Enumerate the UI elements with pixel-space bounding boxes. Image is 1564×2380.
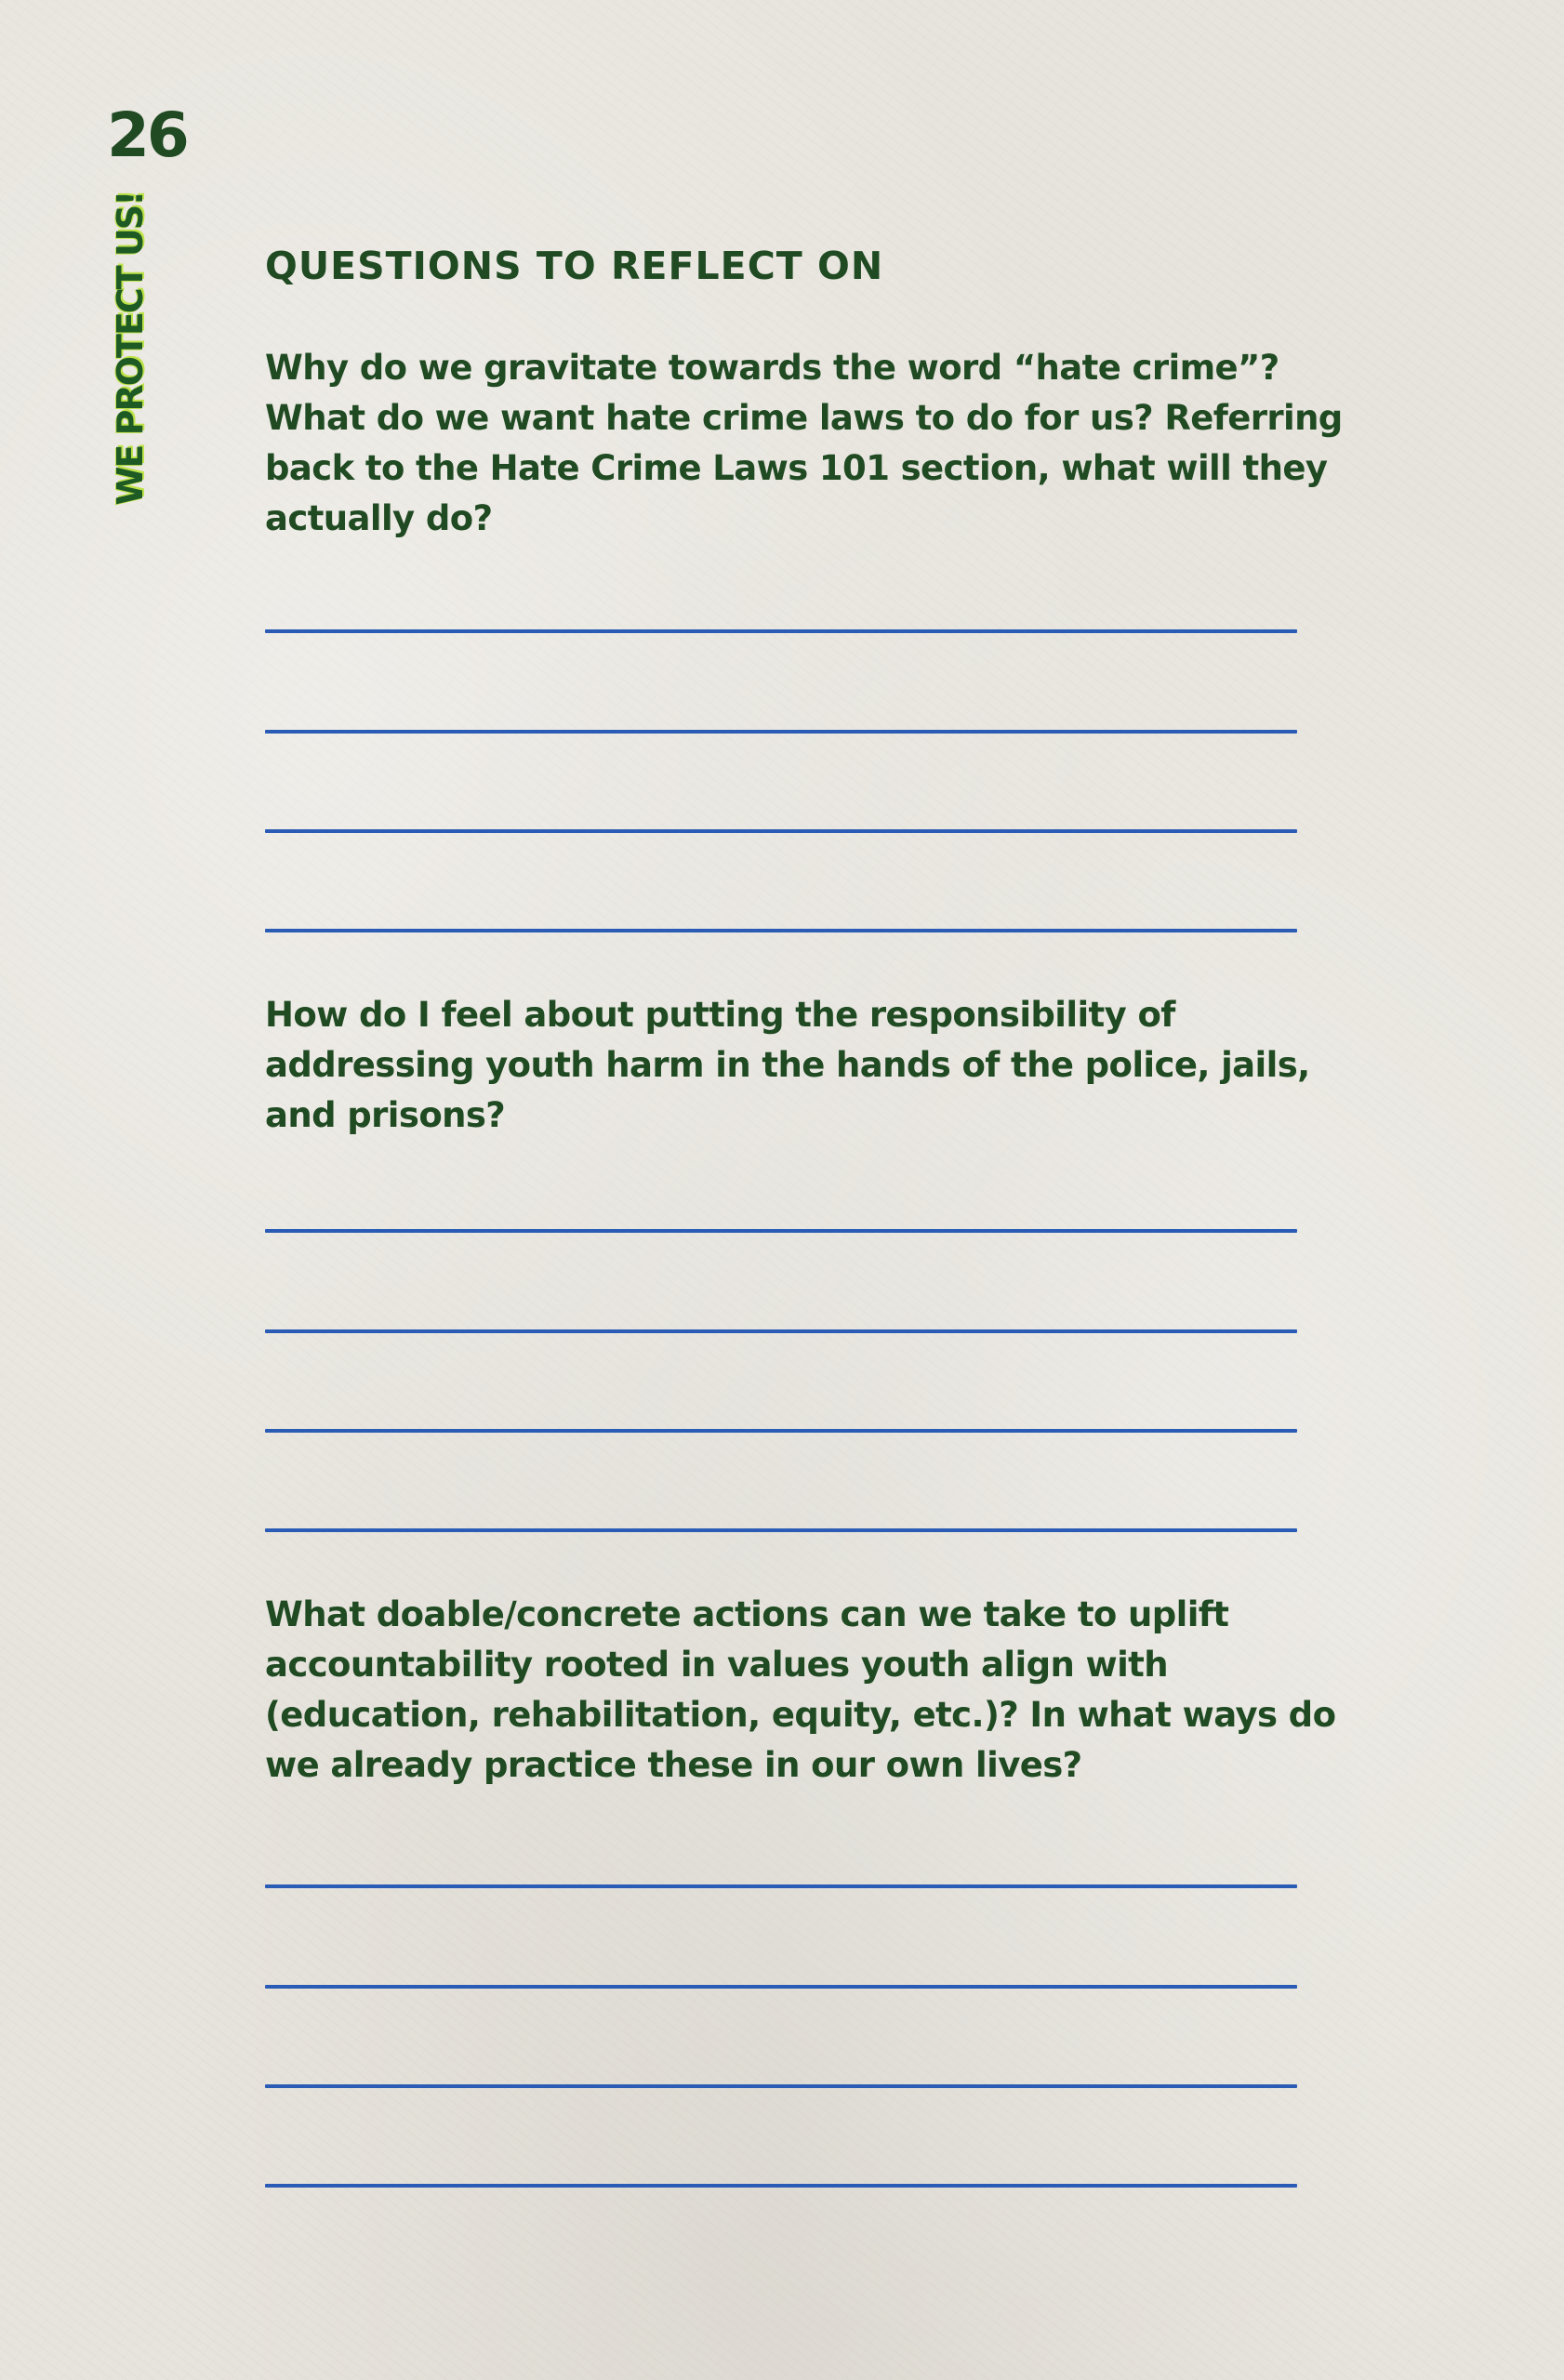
question-1-line: actually do? [265, 498, 493, 538]
answer-line-2-3[interactable] [265, 1429, 1297, 1433]
answer-line-3-2[interactable] [265, 1985, 1297, 1989]
section-heading: QUESTIONS TO REFLECT ON [265, 244, 884, 288]
question-3-line: What doable/concrete actions can we take to uplift [265, 1594, 1229, 1634]
question-1-line: What do we want hate crime laws to do for us? Referring [265, 398, 1343, 438]
question-1-line: Why do we gravitate towards the word “hate crime”? [265, 348, 1279, 388]
answer-line-3-4[interactable] [265, 2184, 1297, 2188]
answer-line-3-3[interactable] [265, 2084, 1297, 2088]
question-2-line: How do I feel about putting the responsibility of [265, 995, 1175, 1035]
question-2-line: and prisons? [265, 1095, 506, 1135]
answer-line-3-1[interactable] [265, 1884, 1297, 1888]
answer-line-2-1[interactable] [265, 1229, 1297, 1233]
question-3-line: accountability rooted in values youth align with [265, 1645, 1168, 1685]
answer-line-1-4[interactable] [265, 929, 1297, 932]
question-3 [265, 1590, 1336, 1791]
question-3-line: (education, rehabilitation, equity, etc.)? In what ways do [265, 1695, 1336, 1735]
answer-line-1-2[interactable] [265, 730, 1297, 734]
answer-line-1-1[interactable] [265, 629, 1297, 633]
question-1-line: back to the Hate Crime Laws 101 section, what will they [265, 448, 1328, 488]
answer-line-2-2[interactable] [265, 1329, 1297, 1333]
question-1 [265, 343, 1343, 544]
side-title: WE PROTECT US! [110, 192, 151, 506]
question-3-line: we already practice these in our own lives? [265, 1745, 1082, 1785]
answer-line-1-3[interactable] [265, 829, 1297, 833]
page-number: 26 [107, 99, 187, 171]
question-2-line: addressing youth harm in the hands of the police, jails, [265, 1045, 1310, 1085]
question-2 [265, 990, 1310, 1141]
answer-line-2-4[interactable] [265, 1528, 1297, 1532]
